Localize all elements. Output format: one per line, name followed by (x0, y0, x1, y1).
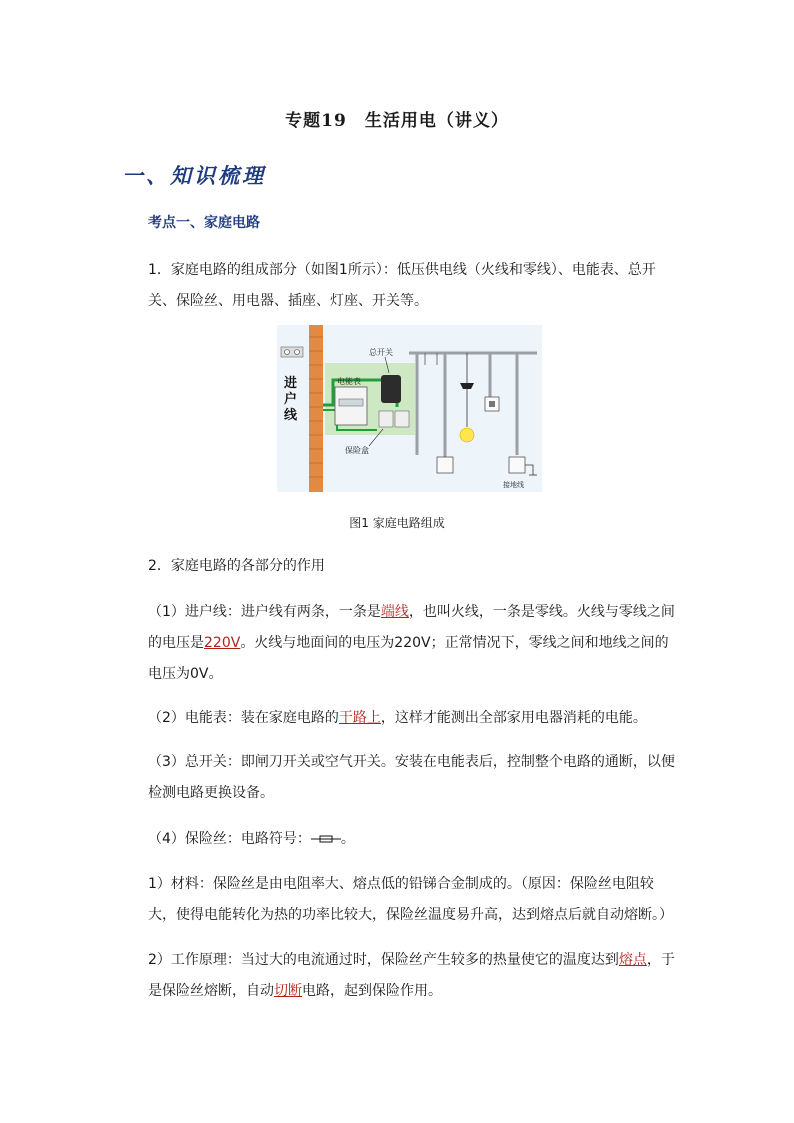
fuse-symbol-icon (311, 833, 341, 845)
figure-caption: 图1 家庭电路组成 (349, 516, 445, 530)
underlined-term: 220V (204, 635, 241, 651)
underlined-term: 熔点 (618, 952, 647, 968)
switch-label: 总开关 (369, 348, 393, 357)
paragraph-1: 1．家庭电路的组成部分（如图1所示）：低压供电线（火线和零线）、电能表、总开关、保险丝、用电器、插座、灯座、开关等。 (148, 262, 656, 309)
ground-label: 接地线 (503, 481, 524, 489)
fusebox-label: 保险盒 (345, 446, 369, 455)
underlined-term: 端线 (380, 604, 409, 620)
paragraph-5: （3）总开关：即闸刀开关或空气开关。安装在电能表后，控制整个电路的通断，以便检测电路更换设备。 (148, 754, 675, 801)
household-circuit-figure (277, 325, 542, 492)
svg-text:进: 进 (284, 376, 298, 391)
section-heading: 一、知识梳理 (122, 163, 266, 188)
paragraph-7: 1）材料：保险丝是由电阻率大、熔点低的铅锑合金制成的。（原因：保险丝电阻较大，使得电能转化为热的功率比较大，保险丝温度易升高，达到熔点后就自动熔断。） (148, 876, 673, 923)
paragraph-8: 2）工作原理：当过大的电流通过时，保险丝产生较多的热量使它的温度达到熔点，于是保险丝熔断，自动切断电路，起到保险作用。 (148, 952, 675, 999)
paragraph-6: （4）保险丝：电路符号： 。 (148, 831, 355, 847)
svg-text:户: 户 (284, 392, 298, 407)
paragraph-3: （1）进户线：进户线有两条，一条是端线，也叫火线，一条是零线。火线与零线之间的电压是220V。火线与地面间的电压为220V；正常情况下，零线之间和地线之间的电压为0V。 (148, 604, 675, 682)
page-title: 专题19 生活用电（讲义） (285, 111, 509, 131)
paragraph-2: 2．家庭电路的各部分的作用 (148, 558, 325, 574)
svg-text:线: 线 (284, 408, 298, 423)
incoming-line-label (284, 375, 298, 423)
underlined-term: 干路上 (338, 710, 381, 726)
meter-label: 电能表 (337, 377, 361, 386)
paragraph-4: （2）电能表：装在家庭电路的干路上，这样才能测出全部家用电器消耗的电能。 (148, 710, 647, 726)
underlined-term: 切断 (274, 983, 302, 999)
subheading: 考点一、家庭电路 (148, 215, 260, 231)
